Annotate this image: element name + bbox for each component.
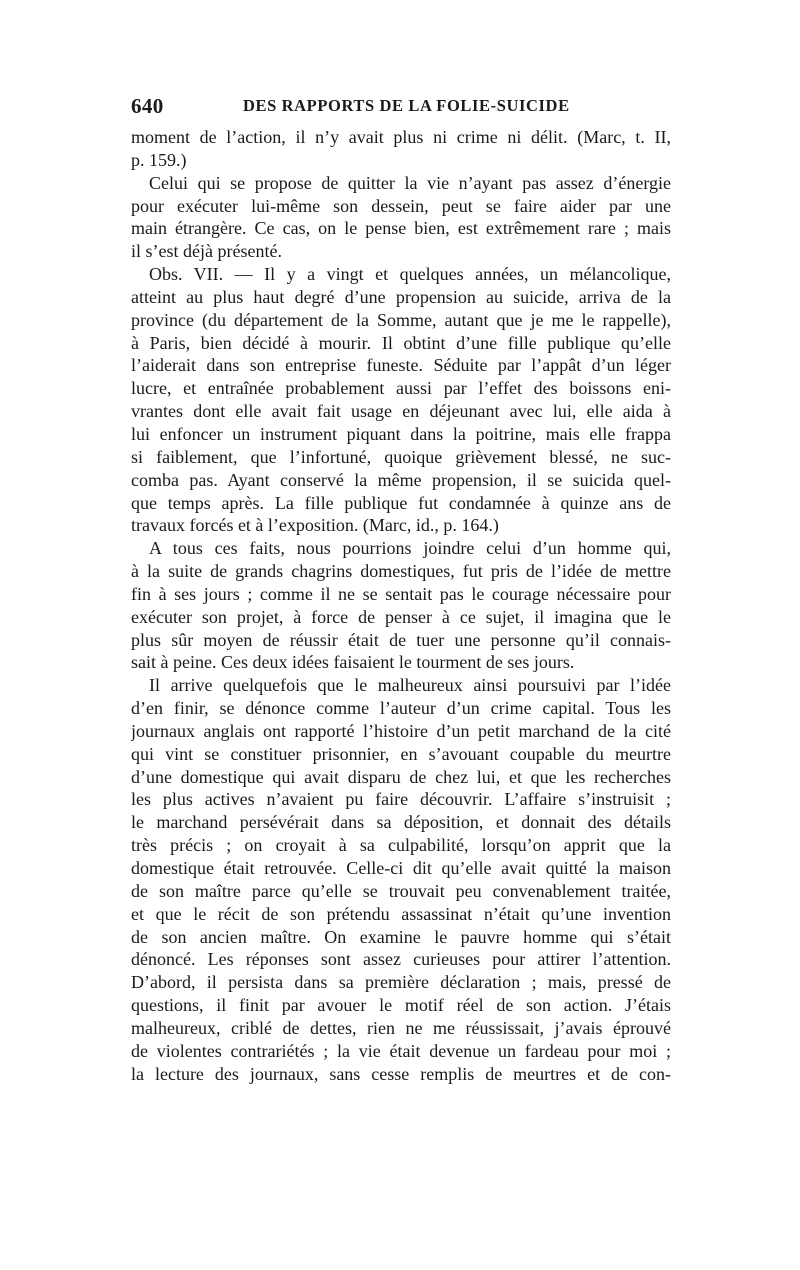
text-line: pour exécuter lui-même son dessein, peut se faire aider par une xyxy=(131,195,671,216)
text-line: D’abord, il persista dans sa première déclaration ; mais, pressé de xyxy=(131,972,671,993)
text-line: domestique était retrouvée. Celle-ci dit qu’elle avait quitté la maison xyxy=(131,858,671,878)
text-line: Obs. VII. — Il y a vingt et quelques années, un mélancolique, xyxy=(149,264,671,285)
text-line: sait à peine. Ces deux idées faisaient le tourment de ses jours. xyxy=(131,652,575,673)
text-line: journaux anglais ont rapporté l’histoire d’un petit marchand de la cité xyxy=(131,720,671,741)
text-line: de son ancien maître. On examine le pauvre homme qui s’était xyxy=(131,926,671,947)
page-header xyxy=(131,88,671,120)
text-line: province (du département de la Somme, autant que je me le rappelle), xyxy=(131,309,671,330)
page-number: 640 xyxy=(131,94,164,118)
paragraph xyxy=(131,263,671,537)
text-line: malheureux, criblé de dettes, rien ne me réussissait, j’avais éprouvé xyxy=(131,1017,671,1038)
text-line: fin à ses jours ; comme il ne se sentait pas le courage nécessaire pour xyxy=(131,583,671,604)
text-line: les plus actives n’avaient pu faire découvrir. L’affaire s’instruisit ; xyxy=(131,789,671,810)
paragraph xyxy=(131,172,671,263)
text-line: dénoncé. Les réponses sont assez curieuses pour attirer l’attention. xyxy=(131,949,671,970)
text-line: atteint au plus haut degré d’une propension au suicide, arriva de la xyxy=(131,286,671,307)
book-page xyxy=(131,88,671,1084)
text-line: de son maître parce qu’elle se trouvait peu convenablement traitée, xyxy=(131,880,671,901)
text-line: de violentes contrariétés ; la vie était devenue un fardeau pour moi ; xyxy=(131,1040,671,1061)
text-line: l’aiderait dans son entreprise funeste. Séduite par l’appât d’un léger xyxy=(131,355,671,376)
text-line: Celui qui se propose de quitter la vie n’ayant pas assez d’énergie xyxy=(149,172,671,193)
text-line: que temps après. La fille publique fut condamnée à quinze ans de xyxy=(131,492,671,513)
text-line: travaux forcés et à l’exposition. (Marc, id., p. 164.) xyxy=(131,515,499,536)
text-line: et que le récit de son prétendu assassinat n’était qu’une invention xyxy=(131,903,671,924)
text-line: p. 159.) xyxy=(131,149,187,170)
body-text xyxy=(131,126,671,1085)
text-line: si faiblement, que l’infortuné, quoique grièvement blessé, ne suc- xyxy=(131,446,671,467)
text-line: questions, il finit par avouer le motif réel de son action. J’étais xyxy=(131,995,671,1016)
paragraph xyxy=(131,126,671,172)
text-line: à la suite de grands chagrins domestiques, fut pris de l’idée de mettre xyxy=(131,561,671,582)
text-line: vrantes dont elle avait fait usage en déjeunant avec lui, elle aida à xyxy=(131,401,671,422)
text-line: le marchand persévérait dans sa déposition, et donnait des détails xyxy=(131,812,671,833)
text-line: lui enfoncer un instrument piquant dans la poitrine, mais elle frappa xyxy=(131,423,671,444)
running-head: DES RAPPORTS DE LA FOLIE-SUICIDE xyxy=(243,96,570,115)
text-line: comba pas. Ayant conservé la même propension, il se suicida quel- xyxy=(131,469,671,490)
text-line: A tous ces faits, nous pourrions joindre celui d’un homme qui, xyxy=(149,538,671,559)
paragraph xyxy=(131,674,671,1085)
text-line: d’en finir, se dénonce comme l’auteur d’un crime capital. Tous les xyxy=(131,698,671,719)
text-line: à Paris, bien décidé à mourir. Il obtint d’une fille publique qu’elle xyxy=(131,332,671,353)
text-line: qui vint se constituer prisonnier, en s’avouant coupable du meurtre xyxy=(131,743,671,764)
text-line: la lecture des journaux, sans cesse remplis de meurtres et de con- xyxy=(131,1063,671,1084)
text-line: il s’est déjà présenté. xyxy=(131,241,282,262)
text-line: plus sûr moyen de réussir était de tuer une personne qu’il connais- xyxy=(131,629,671,650)
text-line: lucre, et entraînée probablement aussi par l’effet des boissons eni- xyxy=(131,378,671,399)
paragraph xyxy=(131,537,671,674)
text-line: Il arrive quelquefois que le malheureux ainsi poursuivi par l’idée xyxy=(149,675,671,696)
text-line: main étrangère. Ce cas, on le pense bien, est extrêmement rare ; mais xyxy=(131,218,671,239)
text-line: très précis ; on croyait à sa culpabilité, lorsqu’on apprit que la xyxy=(131,835,671,856)
text-line: moment de l’action, il n’y avait plus ni crime ni délit. (Marc, t. II, xyxy=(131,127,671,147)
text-line: d’une domestique qui avait disparu de chez lui, et que les recherches xyxy=(131,766,671,787)
text-line: exécuter son projet, à force de penser à ce sujet, il imagina que le xyxy=(131,606,671,627)
